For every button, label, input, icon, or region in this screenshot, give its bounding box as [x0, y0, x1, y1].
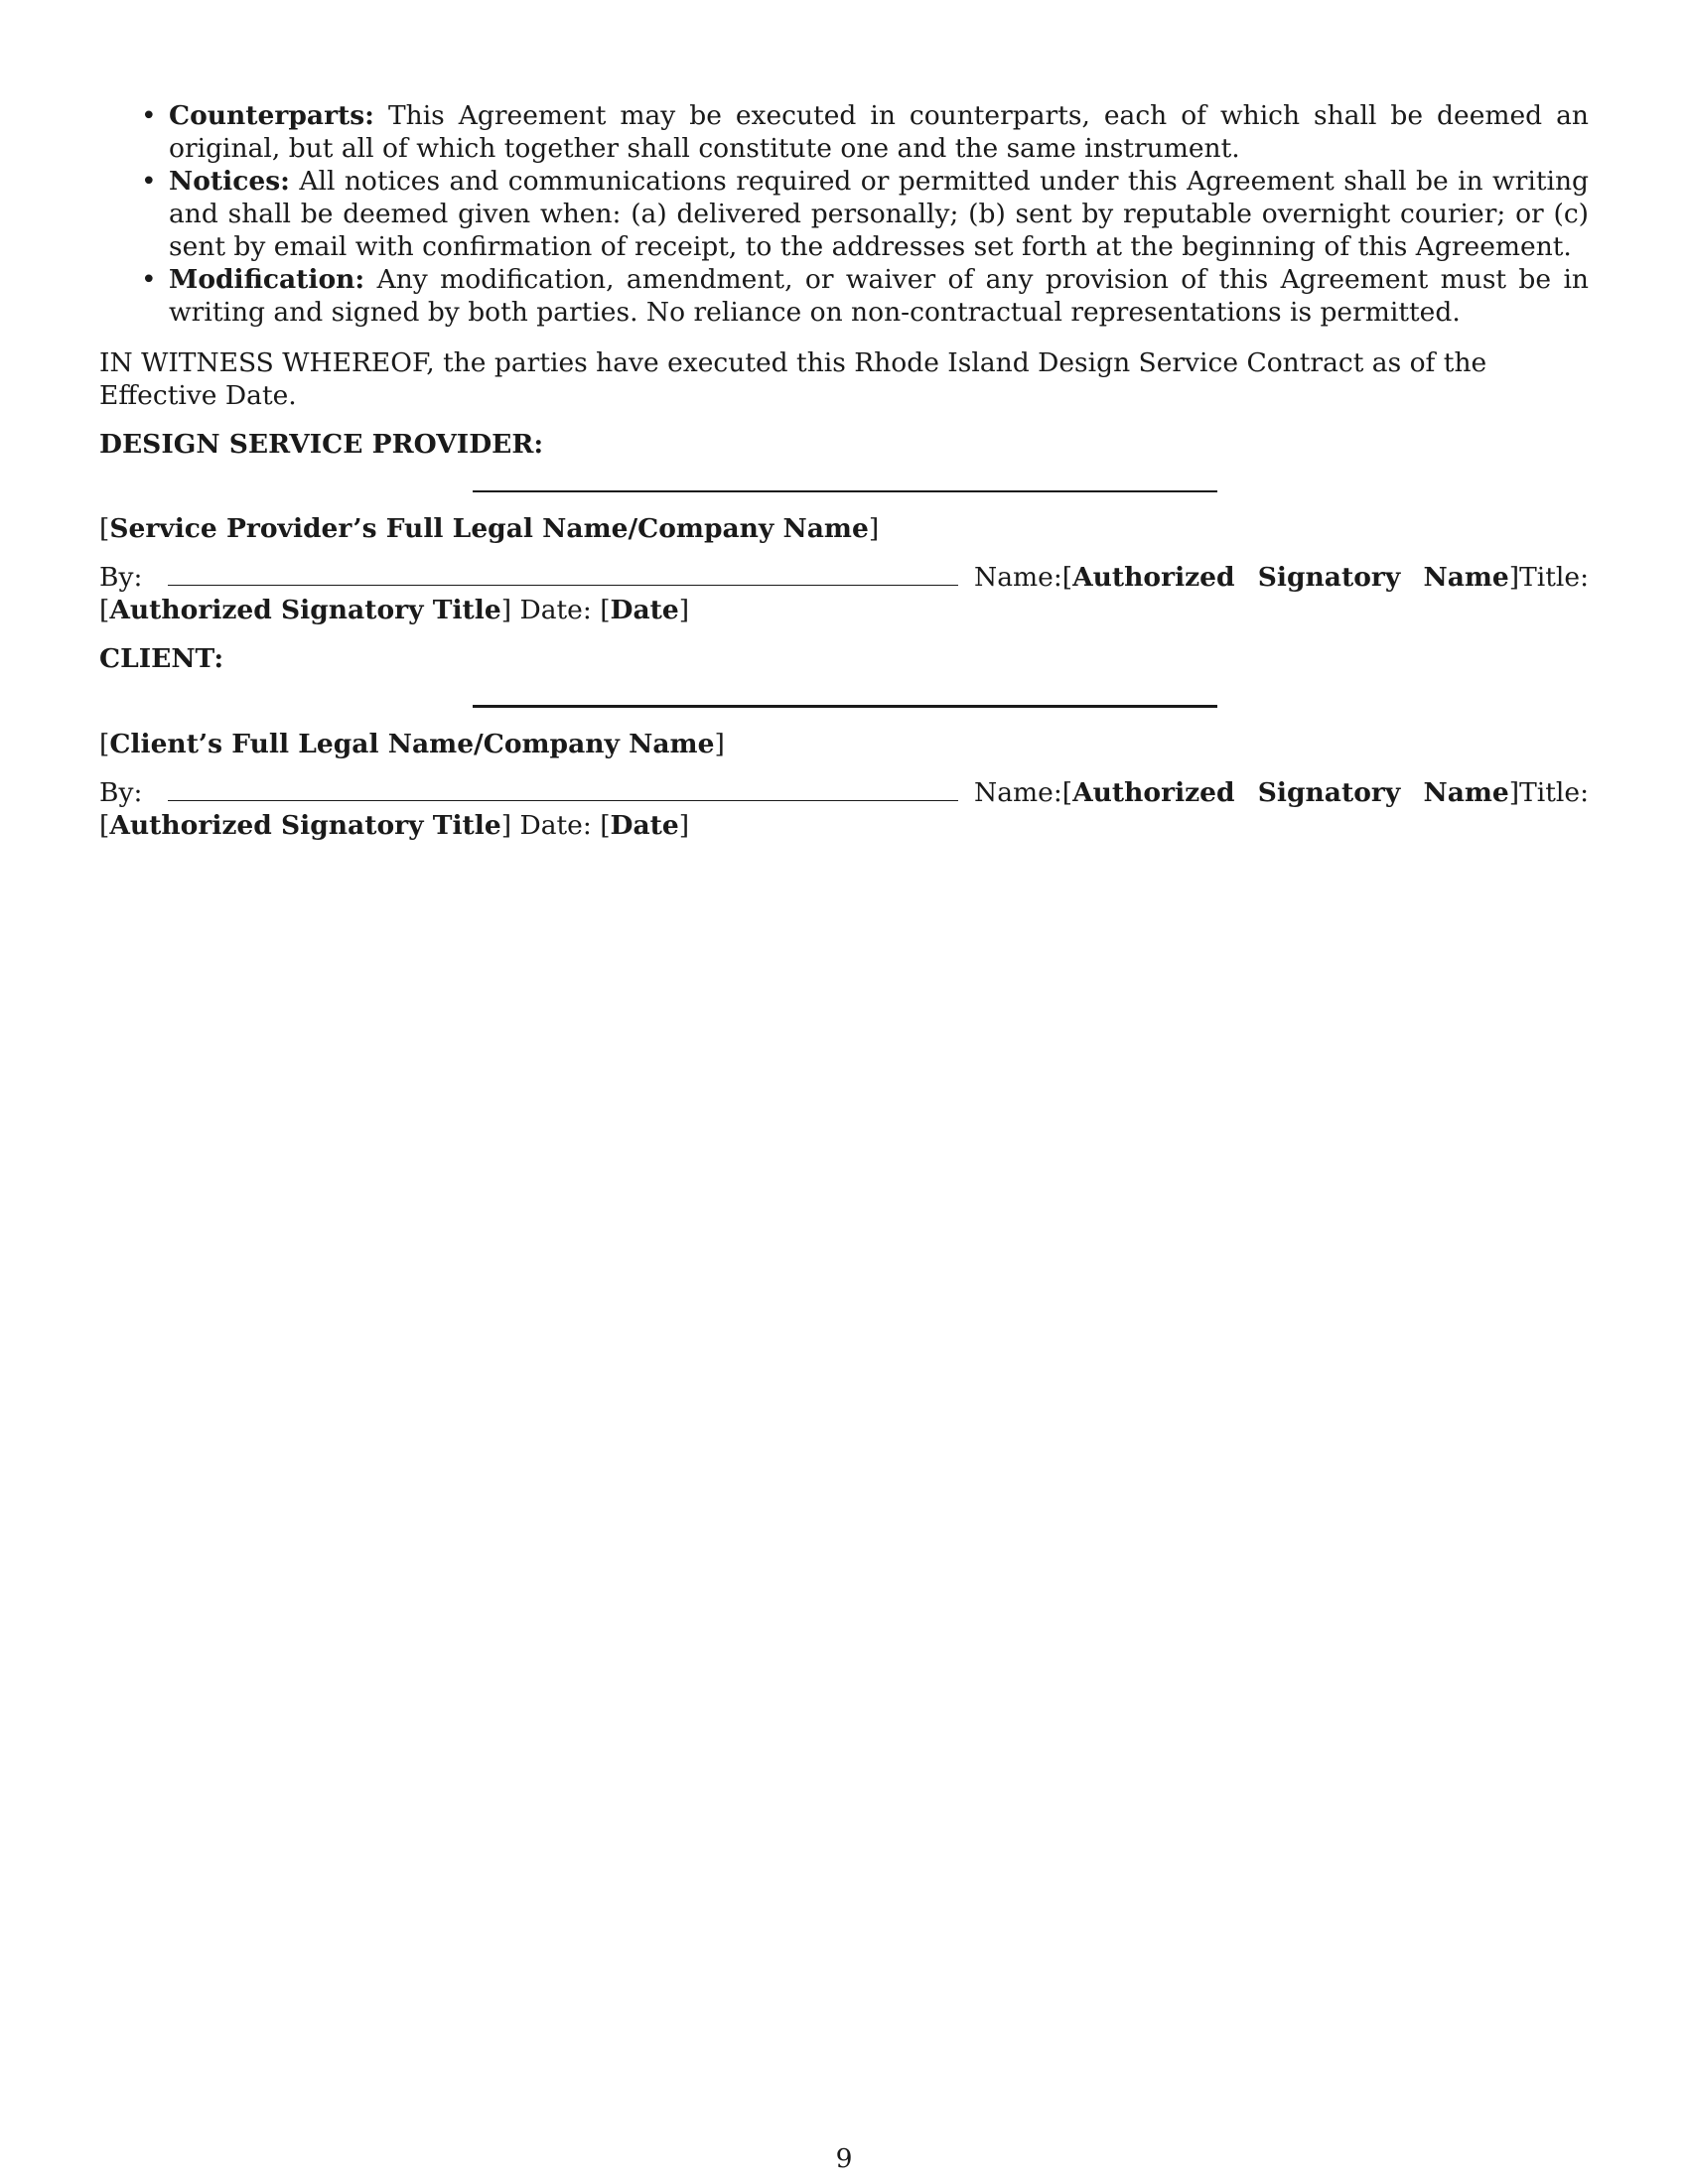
bullet-icon: • — [141, 264, 157, 295]
provider-date-label: Date: — [519, 595, 592, 625]
provider-date-value: Date — [610, 595, 679, 625]
client-title-value: Authorized Signatory Title — [109, 810, 501, 841]
clause-modification — [141, 263, 1589, 329]
client-title-date-line: [Authorized Signatory Title] Date: [Date] — [99, 810, 690, 841]
clause-text: Any modification, amendment, or waiver of any provision of this Agreement must be in writing and signed by both parties. No reliance on non-contractual representations is permitted. — [169, 264, 1589, 328]
provider-name-value: [Authorized Signatory Name] — [1061, 562, 1520, 593]
provider-title-label: Title: — [1519, 562, 1589, 593]
client-name-label: Name: — [974, 777, 1062, 808]
clause-text: This Agreement may be executed in counterparts, each of which shall be deemed an original, but all of which together shall constitute one and the same instrument. — [169, 100, 1589, 164]
provider-title-value: Authorized Signatory Title — [109, 595, 501, 625]
provider-title-date-line: [Authorized Signatory Title] Date: [Date] — [99, 595, 690, 625]
client-party-name: [Client’s Full Legal Name/Company Name] — [99, 729, 725, 759]
clause-term: Counterparts: — [169, 100, 374, 131]
provider-party-name: [Service Provider’s Full Legal Name/Company Name] — [99, 513, 880, 544]
client-heading: CLIENT: — [99, 643, 224, 674]
provider-signature-line[interactable] — [473, 490, 1217, 492]
client-title-label: Title: — [1519, 777, 1589, 808]
client-by-line — [99, 776, 1589, 809]
provider-by-label: By: — [99, 562, 143, 593]
clause-counterparts — [141, 99, 1589, 165]
client-date-label: Date: — [519, 810, 592, 841]
witness-statement: IN WITNESS WHEREOF, the parties have executed this Rhode Island Design Service Contract as of the Effective Date. — [99, 347, 1487, 411]
bullet-icon: • — [141, 100, 157, 131]
provider-by-line — [99, 561, 1589, 594]
client-by-signature-field[interactable] — [168, 776, 958, 801]
provider-by-signature-field[interactable] — [168, 561, 958, 586]
client-date-value: Date — [610, 810, 679, 841]
clause-list — [99, 99, 1589, 329]
document-body — [99, 99, 1589, 842]
provider-party-name-text: Service Provider’s Full Legal Name/Company Name — [109, 513, 869, 544]
clause-term: Modification: — [169, 264, 365, 295]
provider-heading: DESIGN SERVICE PROVIDER: — [99, 429, 544, 460]
client-party-name-text: Client’s Full Legal Name/Company Name — [109, 729, 715, 759]
page-number: 9 — [835, 2143, 853, 2174]
client-signature-line[interactable] — [473, 705, 1217, 708]
clause-notices — [141, 165, 1589, 263]
bullet-icon: • — [141, 166, 157, 197]
clause-text: All notices and communications required or permitted under this Agreement shall be in writing and shall be deemed given when: (a) delivered personally; (b) sent by reputable overnight courier; or (c) sent by email with confirmation of receipt, to the addresses set forth at the beginning of this Agreement. — [169, 166, 1589, 262]
provider-name-label: Name: — [974, 562, 1062, 593]
client-name-value: [Authorized Signatory Name] — [1061, 777, 1520, 808]
client-by-label: By: — [99, 777, 143, 808]
clause-term: Notices: — [169, 166, 290, 197]
